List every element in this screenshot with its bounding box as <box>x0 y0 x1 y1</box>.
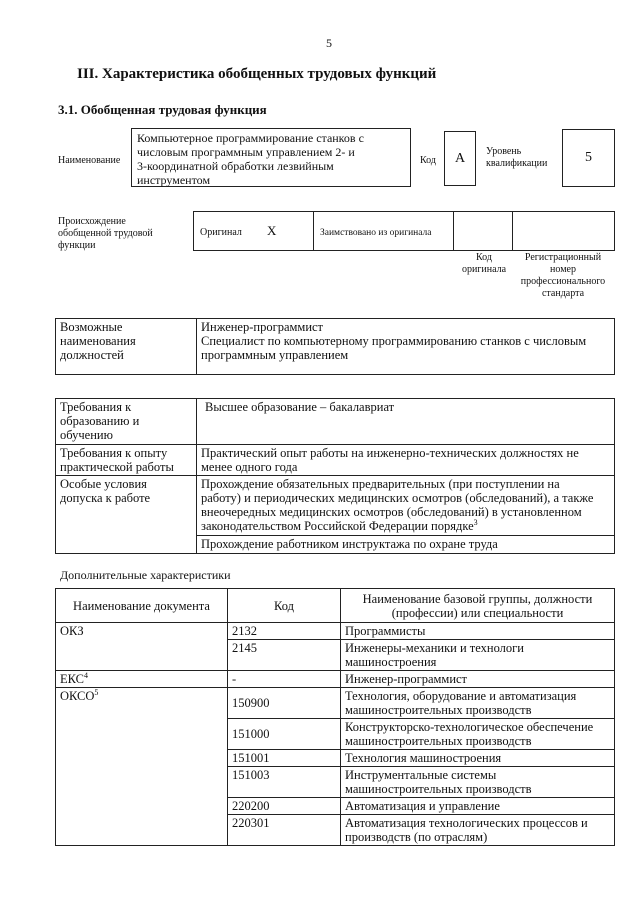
req-value <box>197 399 615 445</box>
label-line: допуска к работе <box>60 491 151 505</box>
req-value <box>197 536 615 554</box>
header-code: Код <box>228 589 341 623</box>
value-line: программным управлением <box>201 348 349 362</box>
label-line: наименования <box>60 334 136 348</box>
subsection-title: 3.1. Обобщенная трудовая функция <box>58 102 267 117</box>
caption-line: номер <box>550 264 576 275</box>
req-label <box>56 399 197 445</box>
level-label-line: Уровень <box>486 146 522 157</box>
name-cell: Автоматизация технологических процессов и производств (по отраслям) <box>341 815 615 846</box>
label-line: Требования к опыту <box>60 446 168 460</box>
caption-line: профессионального <box>520 276 606 287</box>
reg-number-caption <box>512 252 614 300</box>
code-cell: 2145 <box>228 640 341 671</box>
label-line: обучению <box>60 428 113 442</box>
code-cell: 151001 <box>228 750 341 767</box>
doc-cell: ОКСО$^5$ <box>56 688 228 846</box>
page-number: 5 <box>326 36 332 50</box>
original-code-caption <box>455 252 513 276</box>
name-cell: Конструкторско-технологическое обеспечение машиностроительных производств <box>341 719 615 750</box>
origin-label-line: обобщенной трудовой <box>58 228 153 239</box>
value-line: работу) и периодических медицинских осмотров (обследований), а также <box>201 491 594 505</box>
header-doc: Наименование документа <box>56 589 228 623</box>
requirements-table <box>55 398 615 554</box>
label-line: образованию и <box>60 414 140 428</box>
name-label: Наименование <box>58 155 121 166</box>
code-cell: 151000 <box>228 719 341 750</box>
value-line: Практический опыт работы на инженерно-технических должностях не <box>201 446 579 460</box>
name-cell: Технология машиностроения <box>341 750 615 767</box>
positions-value <box>197 319 615 375</box>
header-name: Наименование базовой группы, должности (профессии) или специальности <box>341 589 615 623</box>
value-line: Прохождение обязательных предварительных (при поступлении на <box>201 477 560 491</box>
code-cell: 151003 <box>228 767 341 798</box>
req-label <box>56 476 197 554</box>
original-label: Оригинал <box>200 227 242 238</box>
code-label: Код <box>420 155 436 166</box>
positions-table <box>55 318 615 375</box>
req-label <box>56 445 197 476</box>
caption-line: Код <box>476 252 492 263</box>
label-line: Возможные <box>60 320 123 334</box>
value-line: Прохождение работником инструктажа по охране труда <box>201 537 498 551</box>
doc-cell: ОКЗ <box>56 623 228 671</box>
label-line: Особые условия <box>60 477 147 491</box>
code-cell: - <box>228 671 341 688</box>
name-cell: Инструментальные системы машиностроительных производств <box>341 767 615 798</box>
function-name-line: инструментом <box>137 173 211 187</box>
caption-line: оригинала <box>461 264 507 275</box>
value-line: Высшее образование – бакалавриат <box>205 400 395 414</box>
code-cell: 2132 <box>228 623 341 640</box>
label-line: Требования к <box>60 400 132 414</box>
req-value <box>197 445 615 476</box>
section-title: III. Характеристика обобщенных трудовых функций <box>77 66 437 82</box>
label-line: практической работы <box>60 460 174 474</box>
function-name-box <box>131 128 411 187</box>
label-line: должностей <box>60 348 124 362</box>
positions-label <box>56 319 197 375</box>
code-cell: 220301 <box>228 815 341 846</box>
additional-table <box>55 588 615 846</box>
level-value: 5 <box>562 129 615 187</box>
additional-title: Дополнительные характеристики <box>60 568 231 582</box>
name-cell: Технология, оборудование и автоматизация машиностроительных производств <box>341 688 615 719</box>
code-value: А <box>444 131 476 186</box>
footnote-mark: 3 <box>473 517 478 527</box>
code-cell: 150900 <box>228 688 341 719</box>
value-line: Специалист по компьютерному программированию станков с числовым <box>201 334 587 348</box>
name-cell: Инженеры-механики и технологи машиностроения <box>341 640 615 671</box>
req-value <box>197 476 615 536</box>
value-line <box>201 519 610 533</box>
caption-line: стандарта <box>541 288 585 299</box>
function-name-line: Компьютерное программирование станков с <box>137 131 364 145</box>
name-cell: Автоматизация и управление <box>341 798 615 815</box>
value-line: менее одного года <box>201 460 298 474</box>
original-mark: X <box>267 223 277 238</box>
name-cell: Инженер-программист <box>341 671 615 688</box>
doc-cell: ЕКС$^4$ <box>56 671 228 688</box>
origin-label <box>58 216 153 252</box>
borrowed-label: Заимствовано из оригинала <box>320 228 432 238</box>
level-label-line: квалификации <box>486 158 548 169</box>
value-line: Инженер-программист <box>201 320 324 334</box>
name-cell: Программисты <box>341 623 615 640</box>
level-label <box>486 146 547 170</box>
origin-label-line: функции <box>58 240 96 251</box>
value-text: законодательством Российской Федерации порядке <box>201 519 474 533</box>
function-name-line: 3-координатной обработки лезвийным <box>137 159 334 173</box>
caption-line: Регистрационный <box>524 252 602 263</box>
value-line: внеочередных медицинских осмотров (обследований) в установленном <box>201 505 582 519</box>
origin-label-line: Происхождение <box>58 216 126 227</box>
code-cell: 220200 <box>228 798 341 815</box>
function-name-line: числовым программным управлением 2- и <box>137 145 355 159</box>
